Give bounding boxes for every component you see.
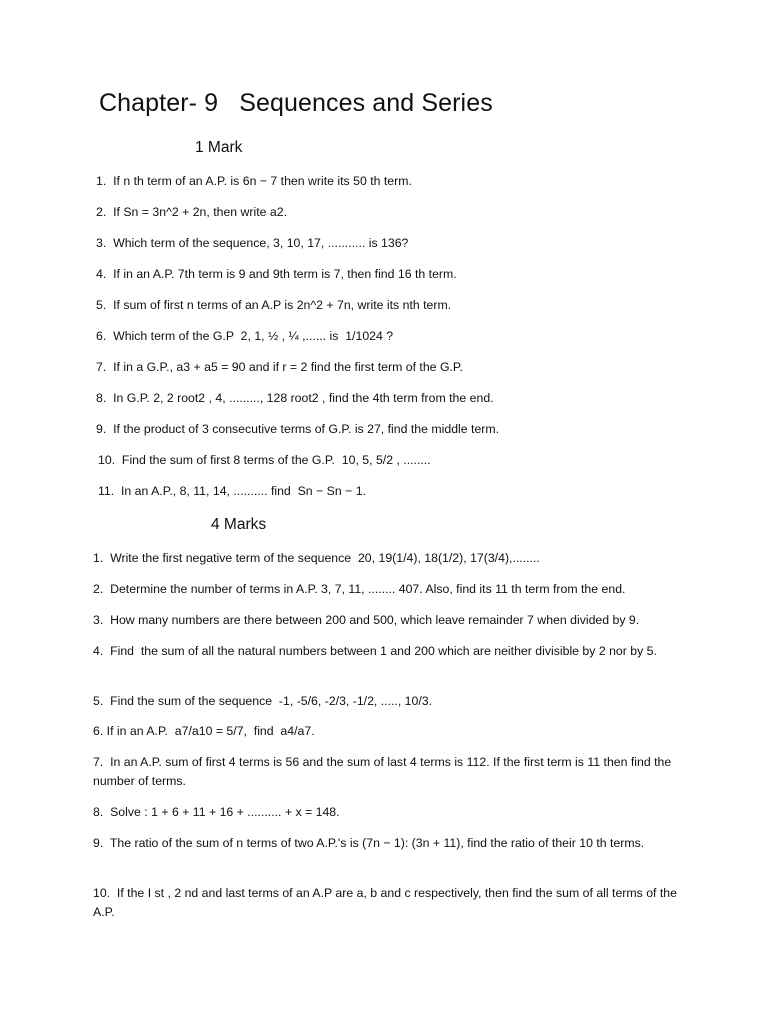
question-4-marks-7: 7. In an A.P. sum of first 4 terms is 56 and the sum of last 4 terms is 112. If the first term is 11 then find the number of terms.	[93, 755, 675, 788]
section-heading-4-marks: 4 Marks	[211, 516, 267, 533]
question-1-mark-8: 8. In G.P. 2, 2 root2 , 4, ........., 128 root2 , find the 4th term from the end.	[96, 391, 494, 405]
question-1-mark-4: 4. If in an A.P. 7th term is 9 and 9th term is 7, then find 16 th term.	[96, 267, 457, 281]
question-4-marks-3: 3. How many numbers are there between 200 and 500, which leave remainder 7 when divided by 9.	[93, 613, 640, 627]
question-4-marks-2: 2. Determine the number of terms in A.P. 3, 7, 11, ........ 407. Also, find its 11 th term from the end.	[93, 582, 626, 596]
section-heading-1-mark: 1 Mark	[195, 139, 243, 156]
question-4-marks-8: 8. Solve : 1 + 6 + 11 + 16 + .......... + x = 148.	[93, 805, 340, 819]
question-4-marks-10: 10. If the I st , 2 nd and last terms of an A.P are a, b and c respectively, then find the sum of all terms of the A.P.	[93, 886, 680, 919]
question-1-mark-3: 3. Which term of the sequence, 3, 10, 17, ........... is 136?	[96, 236, 409, 250]
question-4-marks-1: 1. Write the first negative term of the sequence 20, 19(1/4), 18(1/2), 17(3/4),........	[93, 551, 540, 565]
chapter-title: Chapter- 9 Sequences and Series	[99, 89, 493, 117]
question-4-marks-9: 9. The ratio of the sum of n terms of two A.P.'s is (7n − 1): (3n + 11), find the ratio of their 10 th terms.	[93, 836, 645, 850]
question-1-mark-9: 9. If the product of 3 consecutive terms of G.P. is 27, find the middle term.	[96, 422, 500, 436]
question-4-marks-5: 5. Find the sum of the sequence -1, -5/6, -2/3, -1/2, ....., 10/3.	[93, 694, 433, 708]
question-4-marks-4: 4. Find the sum of all the natural numbers between 1 and 200 which are neither divisible by 2 nor by 5.	[93, 644, 657, 658]
question-1-mark-7: 7. If in a G.P., a3 + a5 = 90 and if r = 2 find the first term of the G.P.	[96, 360, 463, 374]
question-1-mark-5: 5. If sum of first n terms of an A.P is 2n^2 + 7n, write its nth term.	[96, 298, 452, 312]
question-1-mark-6: 6. Which term of the G.P 2, 1, ½ , ¼ ,...... is 1/1024 ?	[96, 329, 394, 343]
question-4-marks-6: 6. If in an A.P. a7/a10 = 5/7, find a4/a7.	[93, 724, 315, 738]
question-1-mark-10: 10. Find the sum of first 8 terms of the G.P. 10, 5, 5/2 , ........	[98, 453, 431, 467]
question-1-mark-11: 11. In an A.P., 8, 11, 14, .......... find Sn − Sn − 1.	[98, 484, 366, 498]
question-1-mark-2: 2. If Sn = 3n^2 + 2n, then write a2.	[96, 205, 288, 219]
question-1-mark-1: 1. If n th term of an A.P. is 6n − 7 then write its 50 th term.	[96, 174, 412, 188]
